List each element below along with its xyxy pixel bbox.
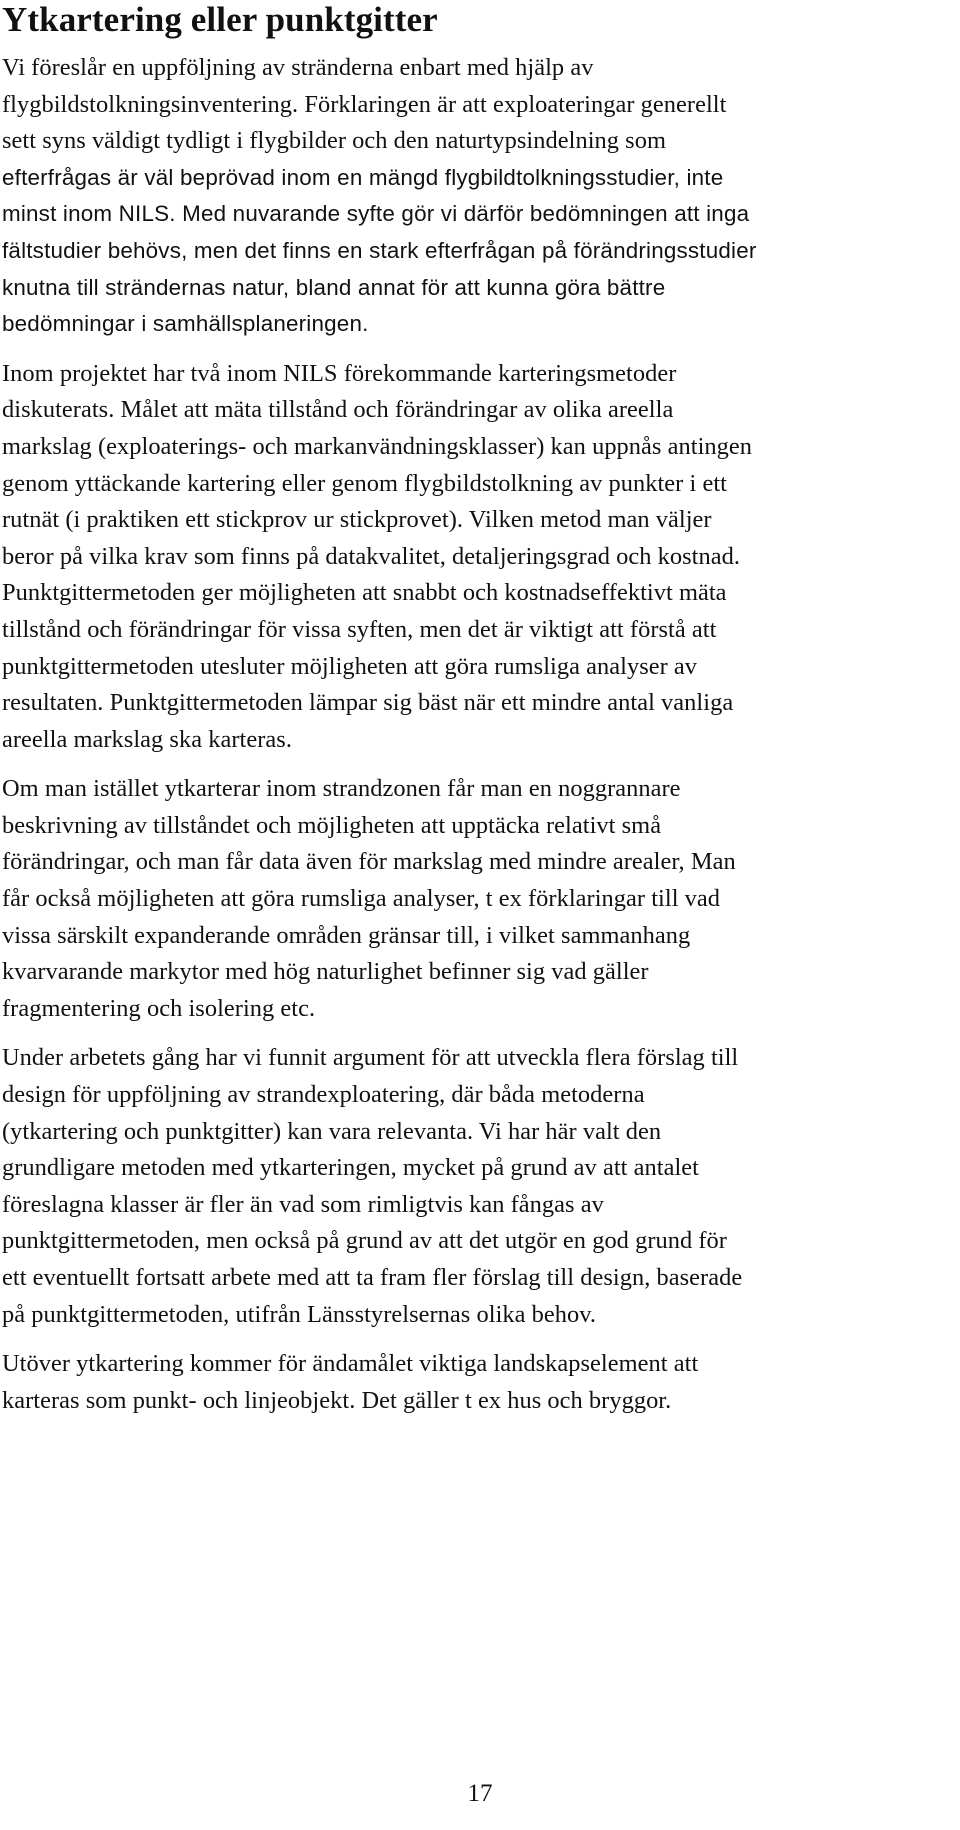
text-line: fältstudier behövs, men det finns en stark efterfrågan på förändringsstudier — [2, 237, 757, 263]
text-line: resultaten. Punktgittermetoden lämpar sig bäst när ett mindre antal vanliga — [2, 689, 734, 717]
text-line: Om man istället ytkarterar inom strandzonen får man en noggrannare — [2, 775, 681, 803]
page-number: 17 — [467, 1780, 493, 1807]
paragraph — [2, 1346, 948, 1419]
text-line: sett syns väldigt tydligt i flygbilder och den naturtypsindelning som — [2, 127, 666, 155]
text-line: (ytkartering och punktgitter) kan vara relevanta. Vi har här valt den — [2, 1117, 662, 1145]
paragraph — [2, 50, 948, 343]
text-line: genom yttäckande kartering eller genom flygbildstolkning av punkter i ett — [2, 469, 728, 497]
text-line: tillstånd och förändringar för vissa syften, men det är viktigt att förstå att — [2, 615, 717, 643]
text-line: bedömningar i samhällsplaneringen. — [2, 311, 369, 337]
body-text — [2, 50, 948, 1432]
paragraph — [2, 356, 948, 759]
text-line: Under arbetets gång har vi funnit argument för att utveckla flera förslag till — [2, 1044, 739, 1072]
text-line: på punktgittermetoden, utifrån Länsstyrelsernas olika behov. — [2, 1300, 597, 1328]
text-line: areella markslag ska karteras. — [2, 725, 292, 753]
text-line: design för uppföljning av strandexploatering, där båda metoderna — [2, 1081, 645, 1109]
text-line: markslag (exploaterings- och markanvändningsklasser) kan uppnås antingen — [2, 432, 753, 460]
text-line: kvarvarande markytor med hög naturlighet befinner sig vad gäller — [2, 958, 649, 986]
text-line: punktgittermetoden, men också på grund av att det utgör en god grund för — [2, 1227, 727, 1255]
text-line: efterfrågas är väl beprövad inom en mängd flygbildtolkningsstudier, inte — [2, 164, 724, 190]
text-line: förändringar, och man får data även för markslag med mindre arealer, Man — [2, 848, 736, 876]
text-line: fragmentering och isolering etc. — [2, 994, 316, 1022]
text-line: beskrivning av tillståndet och möjligheten att upptäcka relativt små — [2, 811, 662, 839]
text-line: rutnät (i praktiken ett stickprov ur stickprovet). Vilken metod man väljer — [2, 506, 712, 534]
text-line: Utöver ytkartering kommer för ändamålet viktiga landskapselement att — [2, 1350, 699, 1378]
paragraph — [2, 771, 948, 1027]
text-line: flygbildstolkningsinventering. Förklaringen är att exploateringar generellt — [2, 90, 727, 118]
text-line: diskuterats. Målet att mäta tillstånd och förändringar av olika areella — [2, 396, 674, 424]
paragraph — [2, 1040, 948, 1333]
text-line: knutna till strändernas natur, bland annat för att kunna göra bättre — [2, 274, 666, 300]
section-heading: Ytkartering eller punktgitter — [2, 0, 438, 39]
text-line: Inom projektet har två inom NILS förekommande karteringsmetoder — [2, 359, 677, 387]
text-line: får också möjligheten att göra rumsliga analyser, t ex förklaringar till vad — [2, 885, 721, 913]
text-line: föreslagna klasser är fler än vad som rimligtvis kan fångas av — [2, 1190, 604, 1218]
text-line: grundligare metoden med ytkarteringen, mycket på grund av att antalet — [2, 1154, 699, 1182]
text-line: beror på vilka krav som finns på datakvalitet, detaljeringsgrad och kostnad. — [2, 542, 741, 570]
text-line: karteras som punkt- och linjeobjekt. Det gäller t ex hus och bryggor. — [2, 1386, 672, 1414]
text-line: Vi föreslår en uppföljning av stränderna enbart med hjälp av — [2, 54, 594, 81]
text-line: ett eventuellt fortsatt arbete med att ta fram fler förslag till design, baserade — [2, 1264, 743, 1291]
text-line: vissa särskilt expanderande områden gränsar till, i vilket sammanhang — [2, 921, 691, 949]
text-line: minst inom NILS. Med nuvarande syfte gör vi därför bedömningen att inga — [2, 201, 750, 227]
text-line: Punktgittermetoden ger möjligheten att snabbt och kostnadseffektivt mäta — [2, 579, 727, 607]
text-line: punktgittermetoden utesluter möjligheten att göra rumsliga analyser av — [2, 652, 698, 680]
